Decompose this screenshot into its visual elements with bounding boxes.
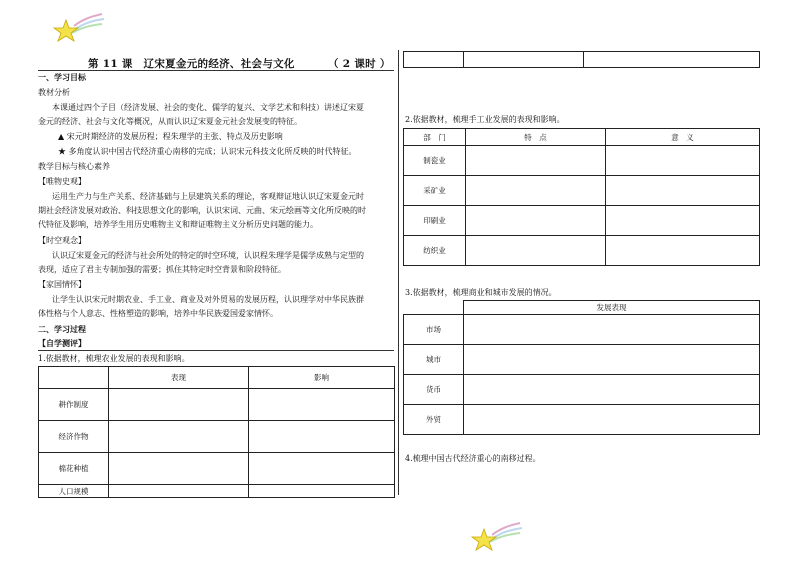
- table-row: [39, 421, 395, 453]
- analysis-text: 金元的经济、社会与文化等概况，从而认识辽宋夏金元社会发展变的特征。: [38, 117, 302, 126]
- shooting-star-icon: [52, 8, 112, 48]
- answer-cell[interactable]: [109, 485, 249, 498]
- analysis-text: 本课通过四个子目（经济发展、社会的变化、儒学的复兴、文学艺术和科技）讲述辽宋夏: [52, 103, 364, 112]
- table-corner: [404, 301, 464, 315]
- literacy-label: 教学目标与核心素养: [38, 162, 110, 171]
- table-header: 特 点: [466, 129, 606, 146]
- row-label: 印刷业: [404, 206, 466, 236]
- answer-cell[interactable]: [464, 52, 584, 68]
- tag-text: 让学生认识宋元时期农业、手工业、商业及对外贸易的发展历程，认识理学对中华民族群: [52, 295, 364, 304]
- answer-cell[interactable]: [464, 345, 760, 375]
- question-1: 1.依据教材，梳理农业发展的表现和影响。: [38, 354, 190, 363]
- analysis-label: 教材分析: [38, 88, 70, 97]
- tag-label: 【时空观念】: [38, 236, 86, 245]
- section-rule: [38, 350, 394, 351]
- tag-text: 期社会经济发展对政治、科技思想文化的影响，认识宋词、元曲、宋元绘画等文化所反映的时: [38, 206, 366, 215]
- tag-label: 【家国情怀】: [38, 280, 86, 289]
- table-row: [404, 315, 760, 345]
- table-header-row: [404, 301, 760, 315]
- row-label: 制瓷业: [404, 146, 466, 176]
- page-title: 第 11 课 辽宋夏金元的经济、社会与文化: [88, 58, 295, 70]
- row-label: 棉花种植: [39, 453, 109, 485]
- table-header-row: [404, 129, 760, 146]
- row-label: 采矿业: [404, 176, 466, 206]
- answer-cell[interactable]: [249, 485, 395, 498]
- table-row: [404, 146, 760, 176]
- answer-cell[interactable]: [249, 453, 395, 485]
- key-point: ▲ 宋元时期经济的发展历程；程朱理学的主张、特点及历史影响: [58, 132, 283, 141]
- question-3: 3.依据教材，梳理商业和城市发展的情况。: [405, 288, 557, 297]
- table-header: 发展表现: [464, 301, 760, 315]
- handicraft-table: [403, 128, 760, 266]
- continued-table-fragment: [403, 51, 760, 68]
- tag-text: 体性格与个人意志、性格塑造的影响，培养中华民族爱国爱家情怀。: [38, 309, 278, 318]
- table-header: 意 义: [606, 129, 760, 146]
- row-label: 纺织业: [404, 236, 466, 266]
- table-row: [39, 453, 395, 485]
- section-heading-process: 二、学习过程: [38, 324, 86, 334]
- answer-cell[interactable]: [109, 453, 249, 485]
- row-label: 人口规模: [39, 485, 109, 498]
- answer-cell[interactable]: [464, 405, 760, 435]
- self-test-label: 【自学测评】: [38, 338, 86, 348]
- answer-cell[interactable]: [466, 236, 606, 266]
- period-label: （ 2 课时 ）: [328, 58, 391, 70]
- question-4: 4.梳理中国古代经济重心的南移过程。: [405, 454, 541, 463]
- row-label: 经济作物: [39, 421, 109, 453]
- table-row: [404, 405, 760, 435]
- commerce-table: [403, 300, 760, 435]
- answer-cell[interactable]: [584, 52, 760, 68]
- tag-text: 表现，适应了君主专制加强的需要；抓住其特定时空背景和阶段特征。: [38, 265, 286, 274]
- table-row: [404, 236, 760, 266]
- table-header: 影响: [249, 367, 395, 389]
- answer-cell[interactable]: [606, 146, 760, 176]
- row-label: 货币: [404, 375, 464, 405]
- key-point: ★ 多角度认识中国古代经济重心南移的完成；认识宋元科技文化所反映的时代特征。: [58, 147, 357, 156]
- tag-text: 运用生产力与生产关系、经济基础与上层建筑关系的理论，客观辩证地认识辽宋夏金元时: [52, 192, 364, 201]
- row-label: 城市: [404, 345, 464, 375]
- agriculture-table: [38, 366, 395, 498]
- title-rule: [38, 70, 394, 71]
- shooting-star-icon: [470, 517, 530, 557]
- table-header: 表现: [109, 367, 249, 389]
- answer-cell[interactable]: [464, 375, 760, 405]
- answer-cell[interactable]: [606, 206, 760, 236]
- answer-cell[interactable]: [464, 315, 760, 345]
- tag-text: 代特征及影响，培养学生用历史唯物主义和辩证唯物主义分析历史问题的能力。: [38, 220, 318, 229]
- table-header: 部 门: [404, 129, 466, 146]
- table-row: [404, 345, 760, 375]
- tag-text: 认识辽宋夏金元的经济与社会所处的特定的时空环境，认识程朱理学是儒学成熟与定型的: [52, 251, 364, 260]
- answer-cell[interactable]: [249, 389, 395, 421]
- answer-cell[interactable]: [466, 176, 606, 206]
- answer-cell[interactable]: [404, 52, 464, 68]
- answer-cell[interactable]: [249, 421, 395, 453]
- tag-label: 【唯物史观】: [38, 177, 86, 186]
- table-row: [39, 389, 395, 421]
- table-header: [39, 367, 109, 389]
- answer-cell[interactable]: [466, 206, 606, 236]
- table-row: [39, 485, 395, 498]
- row-label: 耕作制度: [39, 389, 109, 421]
- row-label: 市场: [404, 315, 464, 345]
- section-heading-goals: 一、学习目标: [38, 72, 86, 82]
- answer-cell[interactable]: [606, 176, 760, 206]
- row-label: 外贸: [404, 405, 464, 435]
- column-divider: [398, 50, 399, 495]
- answer-cell[interactable]: [466, 146, 606, 176]
- table-header-row: [39, 367, 395, 389]
- answer-cell[interactable]: [109, 421, 249, 453]
- answer-cell[interactable]: [606, 236, 760, 266]
- answer-cell[interactable]: [109, 389, 249, 421]
- table-row: [404, 206, 760, 236]
- table-row: [404, 375, 760, 405]
- question-2: 2.依据教材，梳理手工业发展的表现和影响。: [405, 115, 565, 124]
- table-row: [404, 176, 760, 206]
